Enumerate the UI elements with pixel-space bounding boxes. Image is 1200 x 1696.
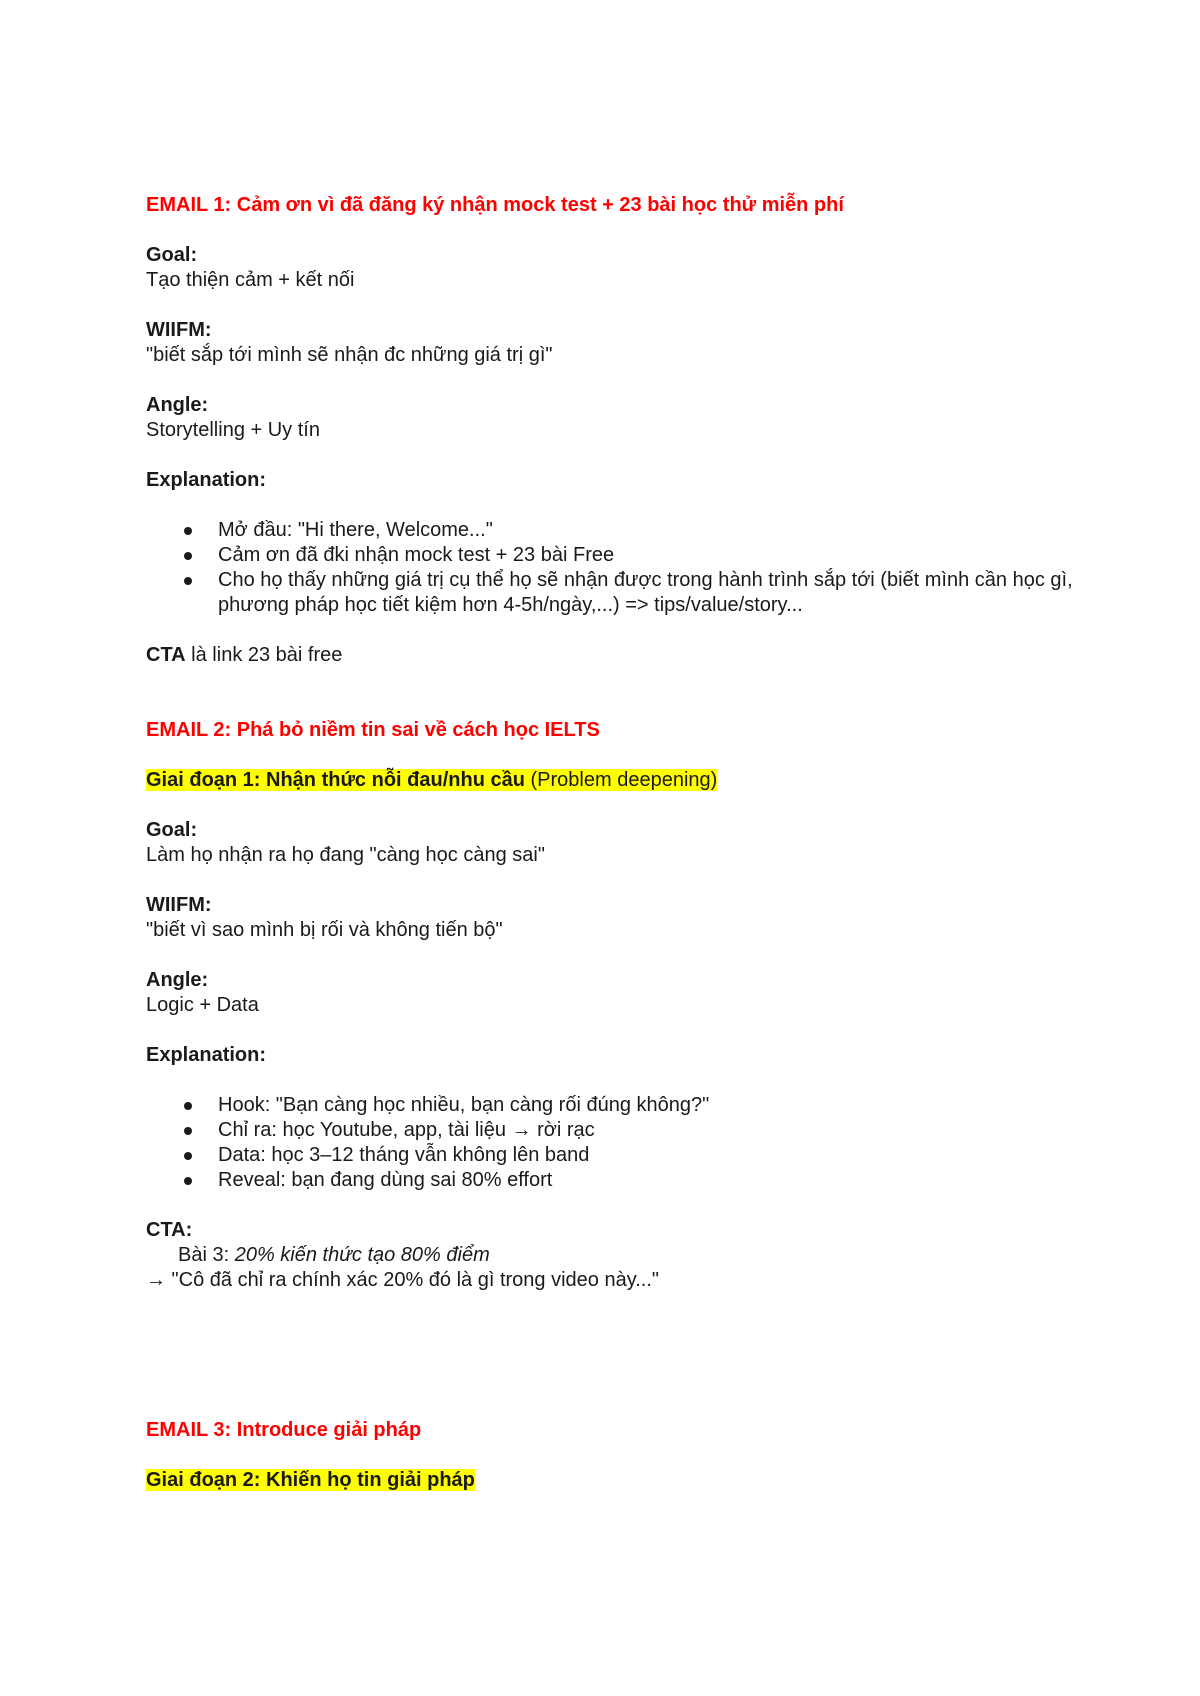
email-2-stage-subtitle: (Problem deepening) <box>524 769 718 791</box>
email-3-stage-title: Giai đoạn 2: Khiến họ tin giải pháp <box>146 1469 475 1491</box>
bullet-icon <box>184 1102 192 1110</box>
email-1-wiifm: "biết sắp tới mình sẽ nhận đc những giá trị gì" <box>146 344 553 366</box>
email-2-angle-label: Angle: <box>146 969 209 991</box>
email-2-angle: Logic + Data <box>146 994 259 1016</box>
email-2-goal-label: Goal: <box>146 819 198 841</box>
list-item: Data: học 3–12 tháng vẫn không lên band <box>146 1143 1086 1168</box>
list-item: Reveal: bạn đang dùng sai 80% effort <box>146 1168 1086 1193</box>
email-1-cta-label: CTA <box>146 644 186 666</box>
list-item: Mở đầu: "Hi there, Welcome..." <box>146 518 1086 543</box>
email-1-wiifm-label: WIIFM: <box>146 319 212 341</box>
email-2-stage-title: Giai đoạn 1: Nhận thức nỗi đau/nhu cầu <box>146 769 525 791</box>
bullet-icon <box>184 1127 192 1135</box>
email-1-bullet-list <box>146 518 1086 618</box>
list-item: Cảm ơn đã đki nhận mock test + 23 bài Free <box>146 543 1086 568</box>
email-3-title: EMAIL 3: Introduce giải pháp <box>146 1419 422 1441</box>
bullet-icon <box>184 527 192 535</box>
email-2-title: EMAIL 2: Phá bỏ niềm tin sai về cách học IELTS <box>146 719 600 741</box>
email-1-goal: Tạo thiện cảm + kết nối <box>146 269 355 291</box>
email-1-cta <box>146 643 1086 668</box>
document-page <box>146 193 1086 1493</box>
email-2-cta-line-2: → "Cô đã chỉ ra chính xác 20% đó là gì trong video này..." <box>146 1269 659 1291</box>
email-1-goal-label: Goal: <box>146 244 198 266</box>
bullet-icon <box>184 1177 192 1185</box>
bullet-icon <box>184 552 192 560</box>
email-2-wiifm: "biết vì sao mình bị rối và không tiến bộ" <box>146 919 503 941</box>
email-1-explanation-label: Explanation: <box>146 469 267 491</box>
email-2-wiifm-label: WIIFM: <box>146 894 212 916</box>
list-item: Cho họ thấy những giá trị cụ thể họ sẽ nhận được trong hành trình sắp tới (biết mình cần học gì, phương pháp học tiết kiệm hơn 4-5h/ngày,...) => tips/value/story... <box>146 568 1086 618</box>
email-2-explanation-label: Explanation: <box>146 1044 267 1066</box>
bullet-icon <box>184 577 192 585</box>
email-1-angle-label: Angle: <box>146 394 209 416</box>
email-2-cta-line-1: Bài 3: 20% kiến thức tạo 80% điểm <box>178 1244 490 1266</box>
list-item: Chỉ ra: học Youtube, app, tài liệu → rời rạc <box>146 1118 1086 1143</box>
list-item: Hook: "Bạn càng học nhiều, bạn càng rối đúng không?" <box>146 1093 1086 1118</box>
email-1-cta-text: là link 23 bài free <box>185 644 343 666</box>
email-1-angle: Storytelling + Uy tín <box>146 419 320 441</box>
email-2-cta-label: CTA: <box>146 1219 193 1241</box>
bullet-icon <box>184 1152 192 1160</box>
email-2-bullet-list <box>146 1093 1086 1193</box>
email-1-title: EMAIL 1: Cảm ơn vì đã đăng ký nhận mock test + 23 bài học thử miễn phí <box>146 194 844 216</box>
email-2-goal: Làm họ nhận ra họ đang "càng học càng sai" <box>146 844 545 866</box>
email-3-stage <box>146 1468 1086 1493</box>
email-2-stage <box>146 768 1086 793</box>
